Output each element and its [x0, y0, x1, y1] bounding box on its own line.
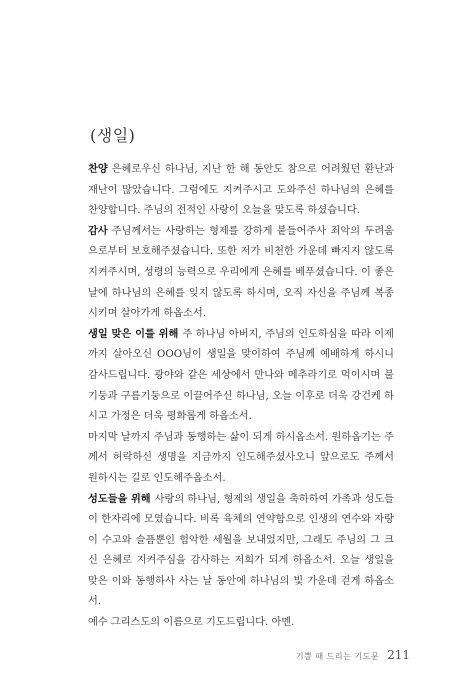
paragraph-thanks	[88, 222, 394, 325]
paragraph-text: 주님께서는 사랑하는 형제를 강하게 붙들어주사 죄악의 두려움으로부터 보호해주셨습니다. 또한 저가 비천한 가운데 빠지지 않도록 지켜주시며, 성령의 능력으로 우리에게 은혜를 베푸셨습니다. 이 좋은 날에 하나님의 은혜를 잊지 않도록 하시며, 오직 자신을 주님께 복종시키며 살아가게 하옵소서.	[88, 225, 394, 320]
paragraph-text: 예수 그리스도의 이름으로 기도드립니다. 아멘.	[88, 617, 295, 629]
paragraph-text: 은혜로우신 하나님, 지난 한 해 동안도 참으로 어려웠던 환난과 재난이 많았습니다. 그럼에도 지켜주시고 도와주신 하나님의 은혜를 찬양합니다. 주님의 전적인 사랑이 오늘을 맞도록 하셨습니다.	[88, 164, 394, 217]
paragraph-congregation	[88, 490, 394, 614]
section-heading: (생일)	[90, 126, 136, 145]
paragraph-label: 성도들을 위해	[88, 493, 151, 505]
paragraph-praise	[88, 160, 394, 222]
page-number: 211	[387, 648, 410, 662]
paragraph-birthday-person	[88, 325, 394, 428]
prayer-body	[88, 160, 394, 634]
paragraph-label: 생일 맞은 이를 위해	[88, 328, 179, 340]
paragraph-label: 감사	[88, 225, 108, 237]
paragraph-continuation	[88, 428, 394, 490]
paragraph-text: 주 하나님 아버지, 주님의 인도하심을 따라 이제까지 살아오신 OOO님이 생일을 맞이하여 주님께 예배하게 하시니 감사드립니다. 광야와 같은 세상에서 만나와 메추라기로 먹이시며 불기둥과 구름기둥으로 이끌어주신 하나님, 오늘 이후로 더욱 강건케 하시고 가정은 더욱 평화롭게 하옵소서.	[88, 328, 394, 423]
paragraph-text: 마지막 날까지 주님과 동행하는 삶이 되게 하시옵소서. 원하옵기는 주께서 허락하신 생명을 지금까지 인도해주셨사오니 앞으로도 주께서 원하시는 길로 인도해주옵소서.	[88, 431, 394, 484]
paragraph-text: 사랑의 하나님, 형제의 생일을 축하하여 가족과 성도들이 한자리에 모였습니다. 비록 육체의 연약함으로 인생의 연수와 자랑이 수고와 슬픔뿐인 험악한 세월을 보내었지만, 그래도 주님의 그 크신 은혜로 지켜주심을 감사하는 저희가 되게 하옵소서. 오늘 생일을 맞은 이와 동행하사 사는 날 동안에 하나님의 빛 가운데 걷게 하옵소서.	[88, 493, 395, 608]
paragraph-label: 찬양	[88, 164, 108, 175]
running-title: 기쁠 때 드리는 기도문	[295, 652, 380, 661]
paragraph-closing	[88, 613, 394, 634]
page-footer	[296, 648, 410, 662]
